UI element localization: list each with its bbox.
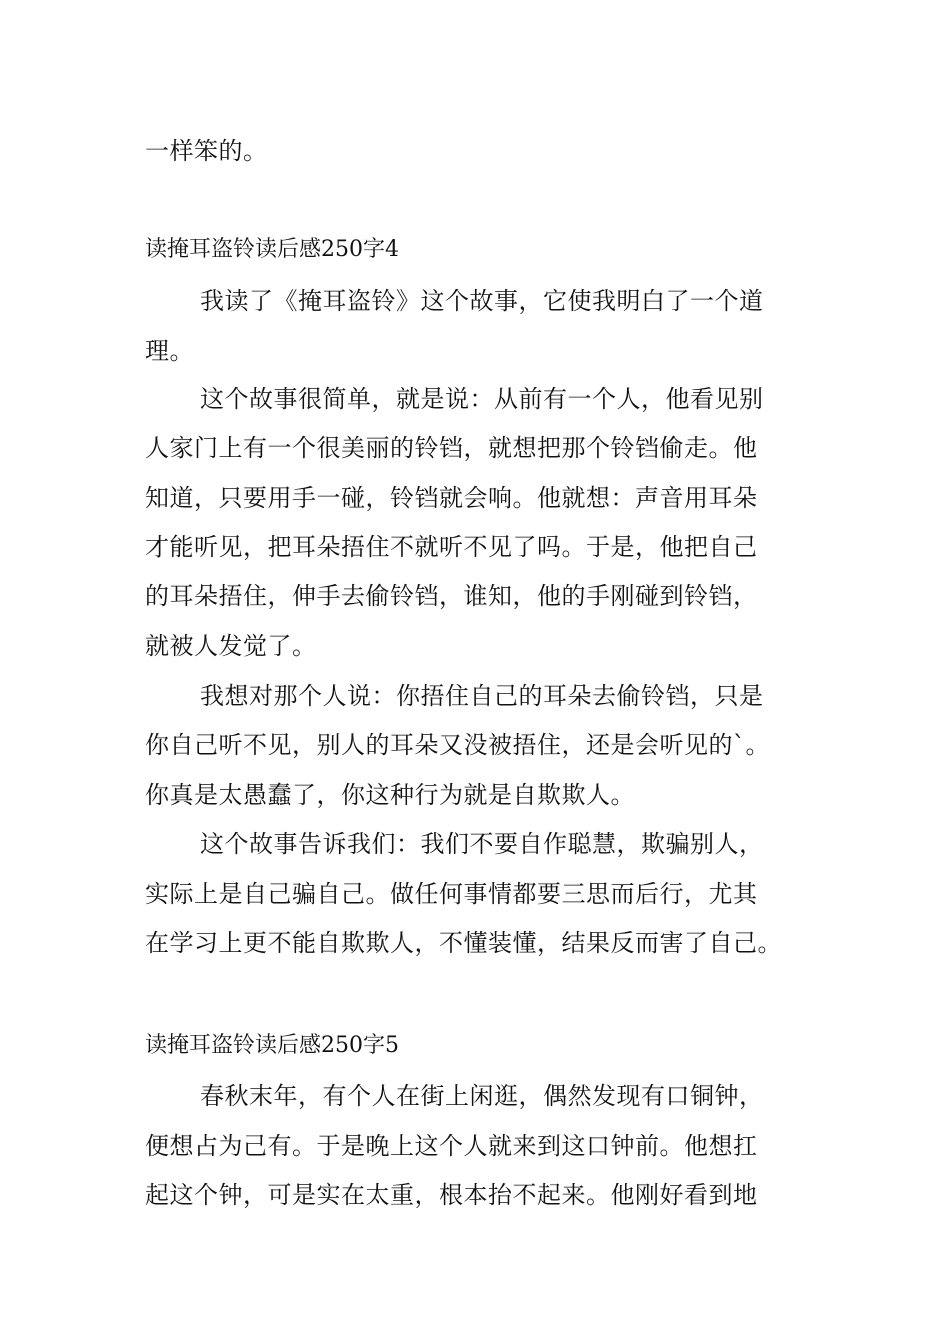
- text-line: 这个故事告诉我们：我们不要自作聪慧，欺骗别人，: [200, 830, 764, 858]
- section-heading: 读掩耳盗铃读后感250字4: [145, 237, 399, 262]
- text-line: 知道，只要用手一碰，铃铛就会响。他就想：声音用耳朵: [145, 484, 758, 512]
- text-line: 的耳朵捂住，伸手去偷铃铛，谁知，他的手刚碰到铃铛，: [145, 582, 758, 610]
- text-line: 理。: [145, 337, 194, 365]
- text-line: 春秋末年，有个人在街上闲逛，偶然发现有口铜钟，: [200, 1082, 764, 1110]
- text-line: 人家门上有一个很美丽的铃铛，就想把那个铃铛偷走。他: [145, 434, 758, 462]
- text-line: 一样笨的。: [145, 137, 268, 165]
- section-heading: 读掩耳盗铃读后感250字5: [145, 1033, 399, 1058]
- text-line: 实际上是自己骗自己。做任何事情都要三思而后行，尤其: [145, 880, 758, 908]
- text-line: 我读了《掩耳盗铃》这个故事，它使我明白了一个道: [200, 287, 764, 315]
- text-line: 我想对那个人说：你捂住自己的耳朵去偷铃铛，只是: [200, 682, 764, 710]
- text-line: 就被人发觉了。: [145, 632, 317, 660]
- text-line: 才能听见，把耳朵捂住不就听不见了吗。于是，他把自己: [145, 533, 758, 561]
- text-line: 这个故事很简单，就是说：从前有一个人，他看见别: [200, 385, 764, 413]
- text-line: 起这个钟，可是实在太重，根本抬不起来。他刚好看到地: [145, 1181, 758, 1209]
- text-line: 在学习上更不能自欺欺人，不懂装懂，结果反而害了自己。: [145, 929, 782, 957]
- text-line: 便想占为己有。于是晚上这个人就来到这口钟前。他想扛: [145, 1132, 758, 1160]
- text-line: 你真是太愚蠢了，你这种行为就是自欺欺人。: [145, 781, 635, 809]
- text-line: 你自己听不见，别人的耳朵又没被捂住，还是会听见的`。: [145, 731, 770, 759]
